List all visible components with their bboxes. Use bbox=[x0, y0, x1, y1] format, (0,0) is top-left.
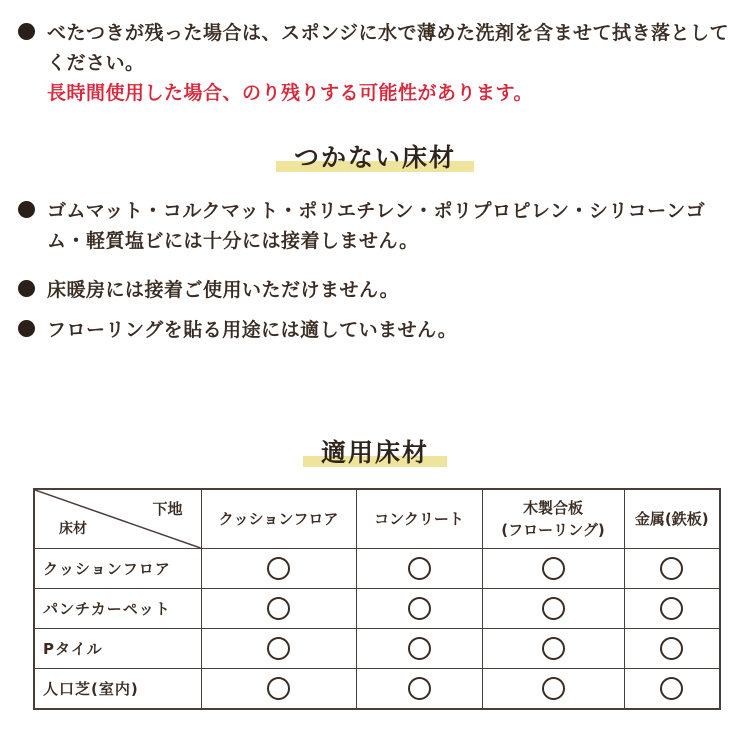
compatible-mark bbox=[624, 549, 720, 589]
unsuitable-item-text: ゴムマット・コルクマット・ポリエチレン・ポリプロピレン・シリコーンゴム・軽質塩ビには十分には接着しません。 bbox=[47, 200, 706, 252]
cleaning-note-text: べたつきが残った場合は、スポンジに水で薄めた洗剤を含ませて拭き落としてください。 bbox=[47, 22, 730, 74]
compatible-mark bbox=[482, 549, 624, 589]
compatible-mark bbox=[624, 669, 720, 710]
suitable-floors-title: 適用床材 bbox=[320, 438, 429, 467]
table-corner-cell bbox=[34, 489, 201, 549]
circle-icon bbox=[408, 557, 431, 580]
bullet-icon bbox=[18, 280, 35, 297]
compatible-mark bbox=[201, 629, 356, 669]
suitable-floors-heading bbox=[0, 433, 750, 469]
table-row bbox=[34, 629, 720, 669]
residue-warning: 長時間使用した場合、のり残りする可能性があります。 bbox=[47, 82, 533, 104]
circle-icon bbox=[408, 677, 431, 700]
circle-icon bbox=[267, 597, 290, 620]
circle-icon bbox=[542, 677, 565, 700]
cleaning-note bbox=[18, 18, 738, 108]
corner-label-base: 下地 bbox=[152, 500, 183, 518]
circle-icon bbox=[267, 677, 290, 700]
compatible-mark bbox=[356, 669, 482, 710]
unsuitable-item bbox=[18, 196, 738, 256]
column-header: 金属(鉄板) bbox=[624, 489, 720, 549]
unsuitable-item-text: フローリングを貼る用途には適していません。 bbox=[47, 319, 458, 341]
circle-icon bbox=[542, 637, 565, 660]
table-row bbox=[34, 669, 720, 710]
compatible-mark bbox=[201, 669, 356, 710]
column-header: 木製合板 (フローリング) bbox=[482, 489, 624, 549]
circle-icon bbox=[542, 557, 565, 580]
compatible-mark bbox=[356, 629, 482, 669]
corner-label-floor: 床材 bbox=[59, 521, 87, 537]
row-label: 人口芝(室内) bbox=[34, 669, 201, 710]
circle-icon bbox=[660, 557, 683, 580]
compatible-mark bbox=[624, 589, 720, 629]
circle-icon bbox=[660, 637, 683, 660]
compatible-mark bbox=[482, 629, 624, 669]
column-header: コンクリート bbox=[356, 489, 482, 549]
table-header-row bbox=[34, 489, 720, 549]
column-header: クッションフロア bbox=[201, 489, 356, 549]
circle-icon bbox=[267, 637, 290, 660]
row-label: パンチカーペット bbox=[34, 589, 201, 629]
compatible-mark bbox=[624, 629, 720, 669]
compatible-mark bbox=[201, 589, 356, 629]
bullet-icon bbox=[18, 23, 35, 40]
table-row bbox=[34, 589, 720, 629]
table-row bbox=[34, 549, 720, 589]
circle-icon bbox=[408, 637, 431, 660]
bullet-icon bbox=[18, 320, 35, 337]
circle-icon bbox=[660, 677, 683, 700]
circle-icon bbox=[267, 557, 290, 580]
circle-icon bbox=[408, 597, 431, 620]
row-label: Pタイル bbox=[34, 629, 201, 669]
compatible-mark bbox=[482, 589, 624, 629]
unsuitable-item bbox=[18, 275, 738, 305]
compatible-mark bbox=[356, 549, 482, 589]
unsuitable-item-text: 床暖房には接着ご使用いただけません。 bbox=[47, 279, 400, 301]
circle-icon bbox=[542, 597, 565, 620]
compatible-mark bbox=[356, 589, 482, 629]
compatible-mark bbox=[201, 549, 356, 589]
unsuitable-floors-heading bbox=[0, 138, 750, 174]
unsuitable-item bbox=[18, 315, 738, 345]
unsuitable-floors-title: つかない床材 bbox=[293, 143, 456, 172]
bullet-icon bbox=[18, 201, 35, 218]
compatibility-table bbox=[33, 488, 721, 710]
row-label: クッションフロア bbox=[34, 549, 201, 589]
compatible-mark bbox=[482, 669, 624, 710]
circle-icon bbox=[660, 597, 683, 620]
